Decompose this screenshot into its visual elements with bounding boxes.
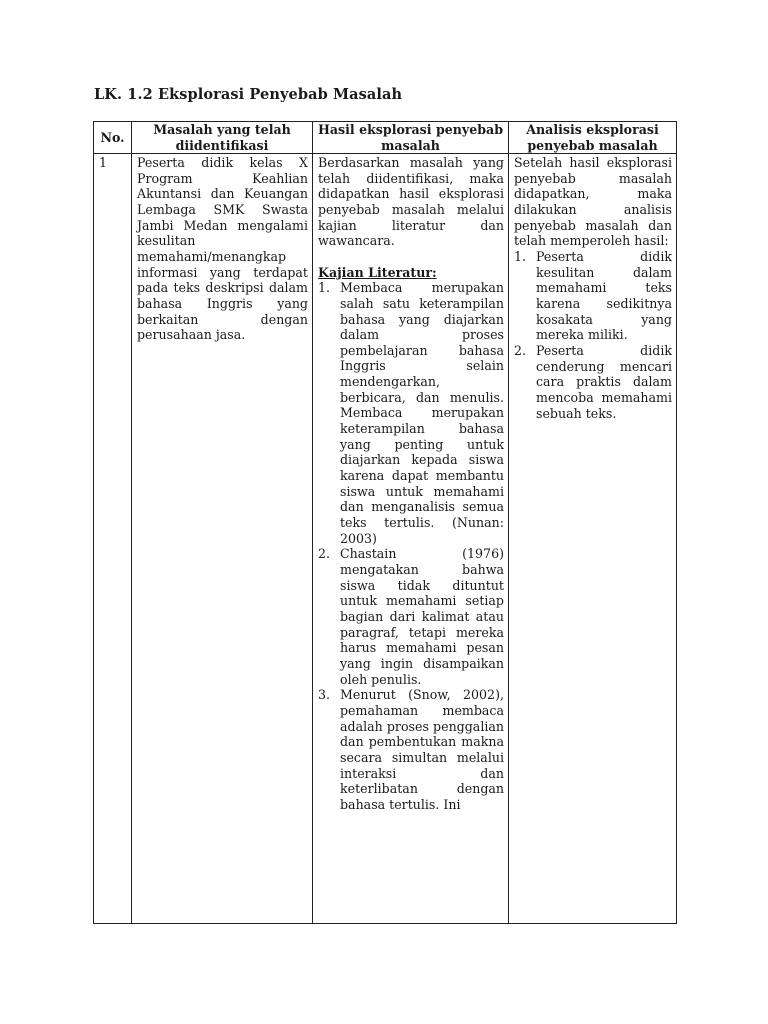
list-item — [514, 343, 672, 421]
analysis-intro: Setelah hasil eksplorasi penyebab masalah didapatkan, maka dilakukan analisis penyebab masalah dan telah memperoleh hasil: — [514, 155, 672, 249]
list-item-number: 3. — [318, 687, 331, 703]
header-masalah: Masalah yang telah diidentifikasi — [132, 122, 313, 154]
header-no: No. — [94, 122, 132, 154]
page-title: LK. 1.2 Eksplorasi Penyebab Masalah — [94, 86, 403, 103]
literature-heading: Kajian Literatur: — [318, 264, 437, 280]
list-item-number: 1. — [514, 248, 527, 264]
list-item-text: Peserta didik kesulitan dalam memahami teks karena sedikitnya kosakata yang mereka miliki. — [536, 248, 672, 343]
header-hasil: Hasil eksplorasi penyebab masalah — [313, 122, 509, 154]
list-item — [514, 249, 672, 343]
exploration-result-cell — [313, 154, 509, 924]
exploration-table — [93, 121, 677, 924]
list-item-number: 2. — [318, 546, 331, 562]
list-item — [318, 687, 504, 812]
exploration-intro: Berdasarkan masalah yang telah diidentifikasi, maka didapatkan hasil eksplorasi penyebab masalah melalui kajian literatur dan wawancara. — [318, 155, 504, 249]
table-header-row — [94, 122, 677, 154]
list-item-number: 2. — [514, 342, 527, 358]
analysis-list — [514, 249, 672, 421]
list-item-text: Peserta didik cenderung mencari cara praktis dalam mencoba memahami sebuah teks. — [536, 342, 672, 421]
list-item — [318, 280, 504, 546]
list-item — [318, 546, 504, 687]
table-row — [94, 154, 677, 924]
analysis-cell — [509, 154, 677, 924]
problem-cell: Peserta didik kelas X Program Keahlian Akuntansi dan Keuangan Lembaga SMK Swasta Jambi Medan mengalami kesulitan memahami/menangkap informasi yang terdapat pada teks deskripsi dalam bahasa Inggris yang berkaitan dengan perusahaan jasa. — [132, 154, 313, 924]
row-number: 1 — [94, 154, 132, 924]
list-item-text: Chastain (1976) mengatakan bahwa siswa tidak dituntut untuk memahami setiap bagian dari kalimat atau paragraf, tetapi mereka harus memahami pesan yang ingin disampaikan oleh penulis. — [340, 546, 504, 687]
literature-list — [318, 280, 504, 812]
header-analisis: Analisis eksplorasi penyebab masalah — [509, 122, 677, 154]
list-item-text: Menurut (Snow, 2002), pemahaman membaca adalah proses penggalian dan pembentukan makna secara simultan melalui interaksi dan keterlibatan dengan bahasa tertulis. Ini — [340, 687, 504, 812]
list-item-text: Membaca merupakan salah satu keterampilan bahasa yang diajarkan dalam proses pembelajaran bahasa Inggris selain mendengarkan, berbicara, dan menulis. Membaca merupakan keterampilan bahasa yang penting untuk diajarkan kepada siswa karena dapat membantu siswa untuk memahami dan menganalisis semua teks tertulis. (Nunan: 2003) — [340, 280, 504, 546]
list-item-number: 1. — [318, 280, 331, 296]
